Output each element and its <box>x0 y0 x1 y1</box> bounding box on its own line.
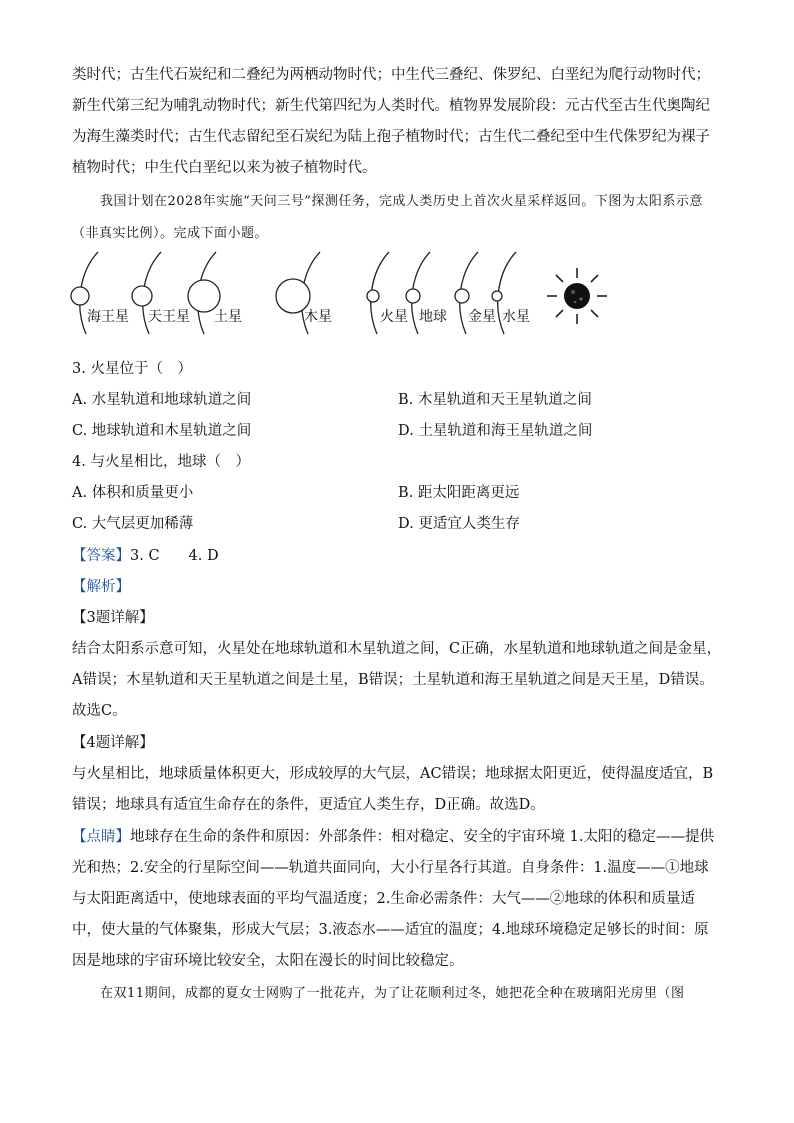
detail3-text: 结合太阳系示意可知，火星处在地球轨道和木星轨道之间，C正确，水星轨道和地球轨道之间是金星，A错误；木星轨道和天王星轨道之间是土星，B错误；土星轨道和海王星轨道之间是天王星，D错误。故选C。 <box>72 641 722 719</box>
planet-mercury-icon <box>492 291 502 301</box>
dianjing-text: 地球存在生命的条件和原因：外部条件：相对稳定、安全的宇宙环境 1.太阳的稳定——提供光和热；2.安全的行星际空间——轨道共面同向，大小行星各行其道。自身条件：1.温度——①地球与太阳距离适中，使地球表面的平均气温适度；2.生命必需条件：大气——②地球的体积和质量适中，使大量的气体聚集，形成大气层；3.液态水——适宜的温度；4.地球环境稳定足够长的时间：原因是地球的宇宙环境比较安全，太阳在漫长的时间比较稳定。 <box>72 829 714 969</box>
label-saturn: 土星 <box>214 308 242 324</box>
answer-line <box>72 546 219 566</box>
label-mars: 火星 <box>380 308 408 324</box>
solar-system-diagram <box>66 246 626 336</box>
q3-option-b: B. 木星轨道和天王星轨道之间 <box>398 392 592 408</box>
label-venus: 金星 <box>468 308 496 324</box>
label-jupiter: 木星 <box>304 308 332 324</box>
planet-neptune-icon <box>71 287 89 305</box>
planet-earth-icon <box>406 289 420 303</box>
answer-label: 【答案】 <box>72 548 130 564</box>
dianjing-paragraph <box>72 822 722 977</box>
label-neptune: 海王星 <box>87 308 129 324</box>
q3-option-a: A. 水星轨道和地球轨道之间 <box>72 392 252 408</box>
label-uranus: 天王星 <box>148 308 190 324</box>
planet-uranus-icon <box>132 286 152 306</box>
q4-option-d: D. 更适宜人类生存 <box>398 516 520 532</box>
detail4-text: 与火星相比，地球质量体积更大，形成较厚的大气层，AC错误；地球据太阳更近，使得温度适宜，B错误；地球具有适宜生命存在的条件，更适宜人类生存，D正确。故选D。 <box>72 766 714 813</box>
label-earth: 地球 <box>419 308 447 324</box>
analysis-label: 【解析】 <box>72 579 130 595</box>
q4-option-a: A. 体积和质量更小 <box>72 485 194 501</box>
detail3-label: 【3题详解】 <box>72 610 154 626</box>
answer-text: 3. C 4. D <box>130 548 219 564</box>
q3-option-d: D. 土星轨道和海王星轨道之间 <box>398 423 593 439</box>
context-paragraph: 我国计划在2028年实施“天问三号”探测任务，完成人类历史上首次火星采样返回。下图为太阳系示意（非真实比例）。完成下面小题。 <box>72 194 703 241</box>
detail4-label: 【4题详解】 <box>72 735 154 751</box>
dianjing-label: 【点睛】 <box>72 829 130 845</box>
q4-option-b: B. 距太阳距离更远 <box>398 485 520 501</box>
intro-paragraph: 类时代；古生代石炭纪和二叠纪为两栖动物时代；中生代三叠纪、侏罗纪、白垩纪为爬行动物时代；新生代第三纪为哺乳动物时代；新生代第四纪为人类时代。植物界发展阶段：元古代至古生代奥陶纪为海生藻类时代；古生代志留纪至石炭纪为陆上孢子植物时代；古生代二叠纪至中生代侏罗纪为裸子植物时代；中生代白垩纪以来为被子植物时代。 <box>72 67 710 176</box>
planet-venus-icon <box>455 289 469 303</box>
q4-stem: 4. 与火星相比，地球（ ） <box>72 454 250 470</box>
planet-mars-icon <box>367 290 379 302</box>
q3-option-c: C. 地球轨道和木星轨道之间 <box>72 423 252 439</box>
label-mercury: 水星 <box>502 308 530 324</box>
q4-option-c: C. 大气层更加稀薄 <box>72 516 194 532</box>
q3-stem: 3. 火星位于（ ） <box>72 361 192 377</box>
next-paragraph: 在双11期间，成都的夏女士网购了一批花卉，为了让花顺利过冬，她把花全种在玻璃阳光房里（图 <box>100 986 685 1001</box>
sun-icon <box>547 268 607 324</box>
